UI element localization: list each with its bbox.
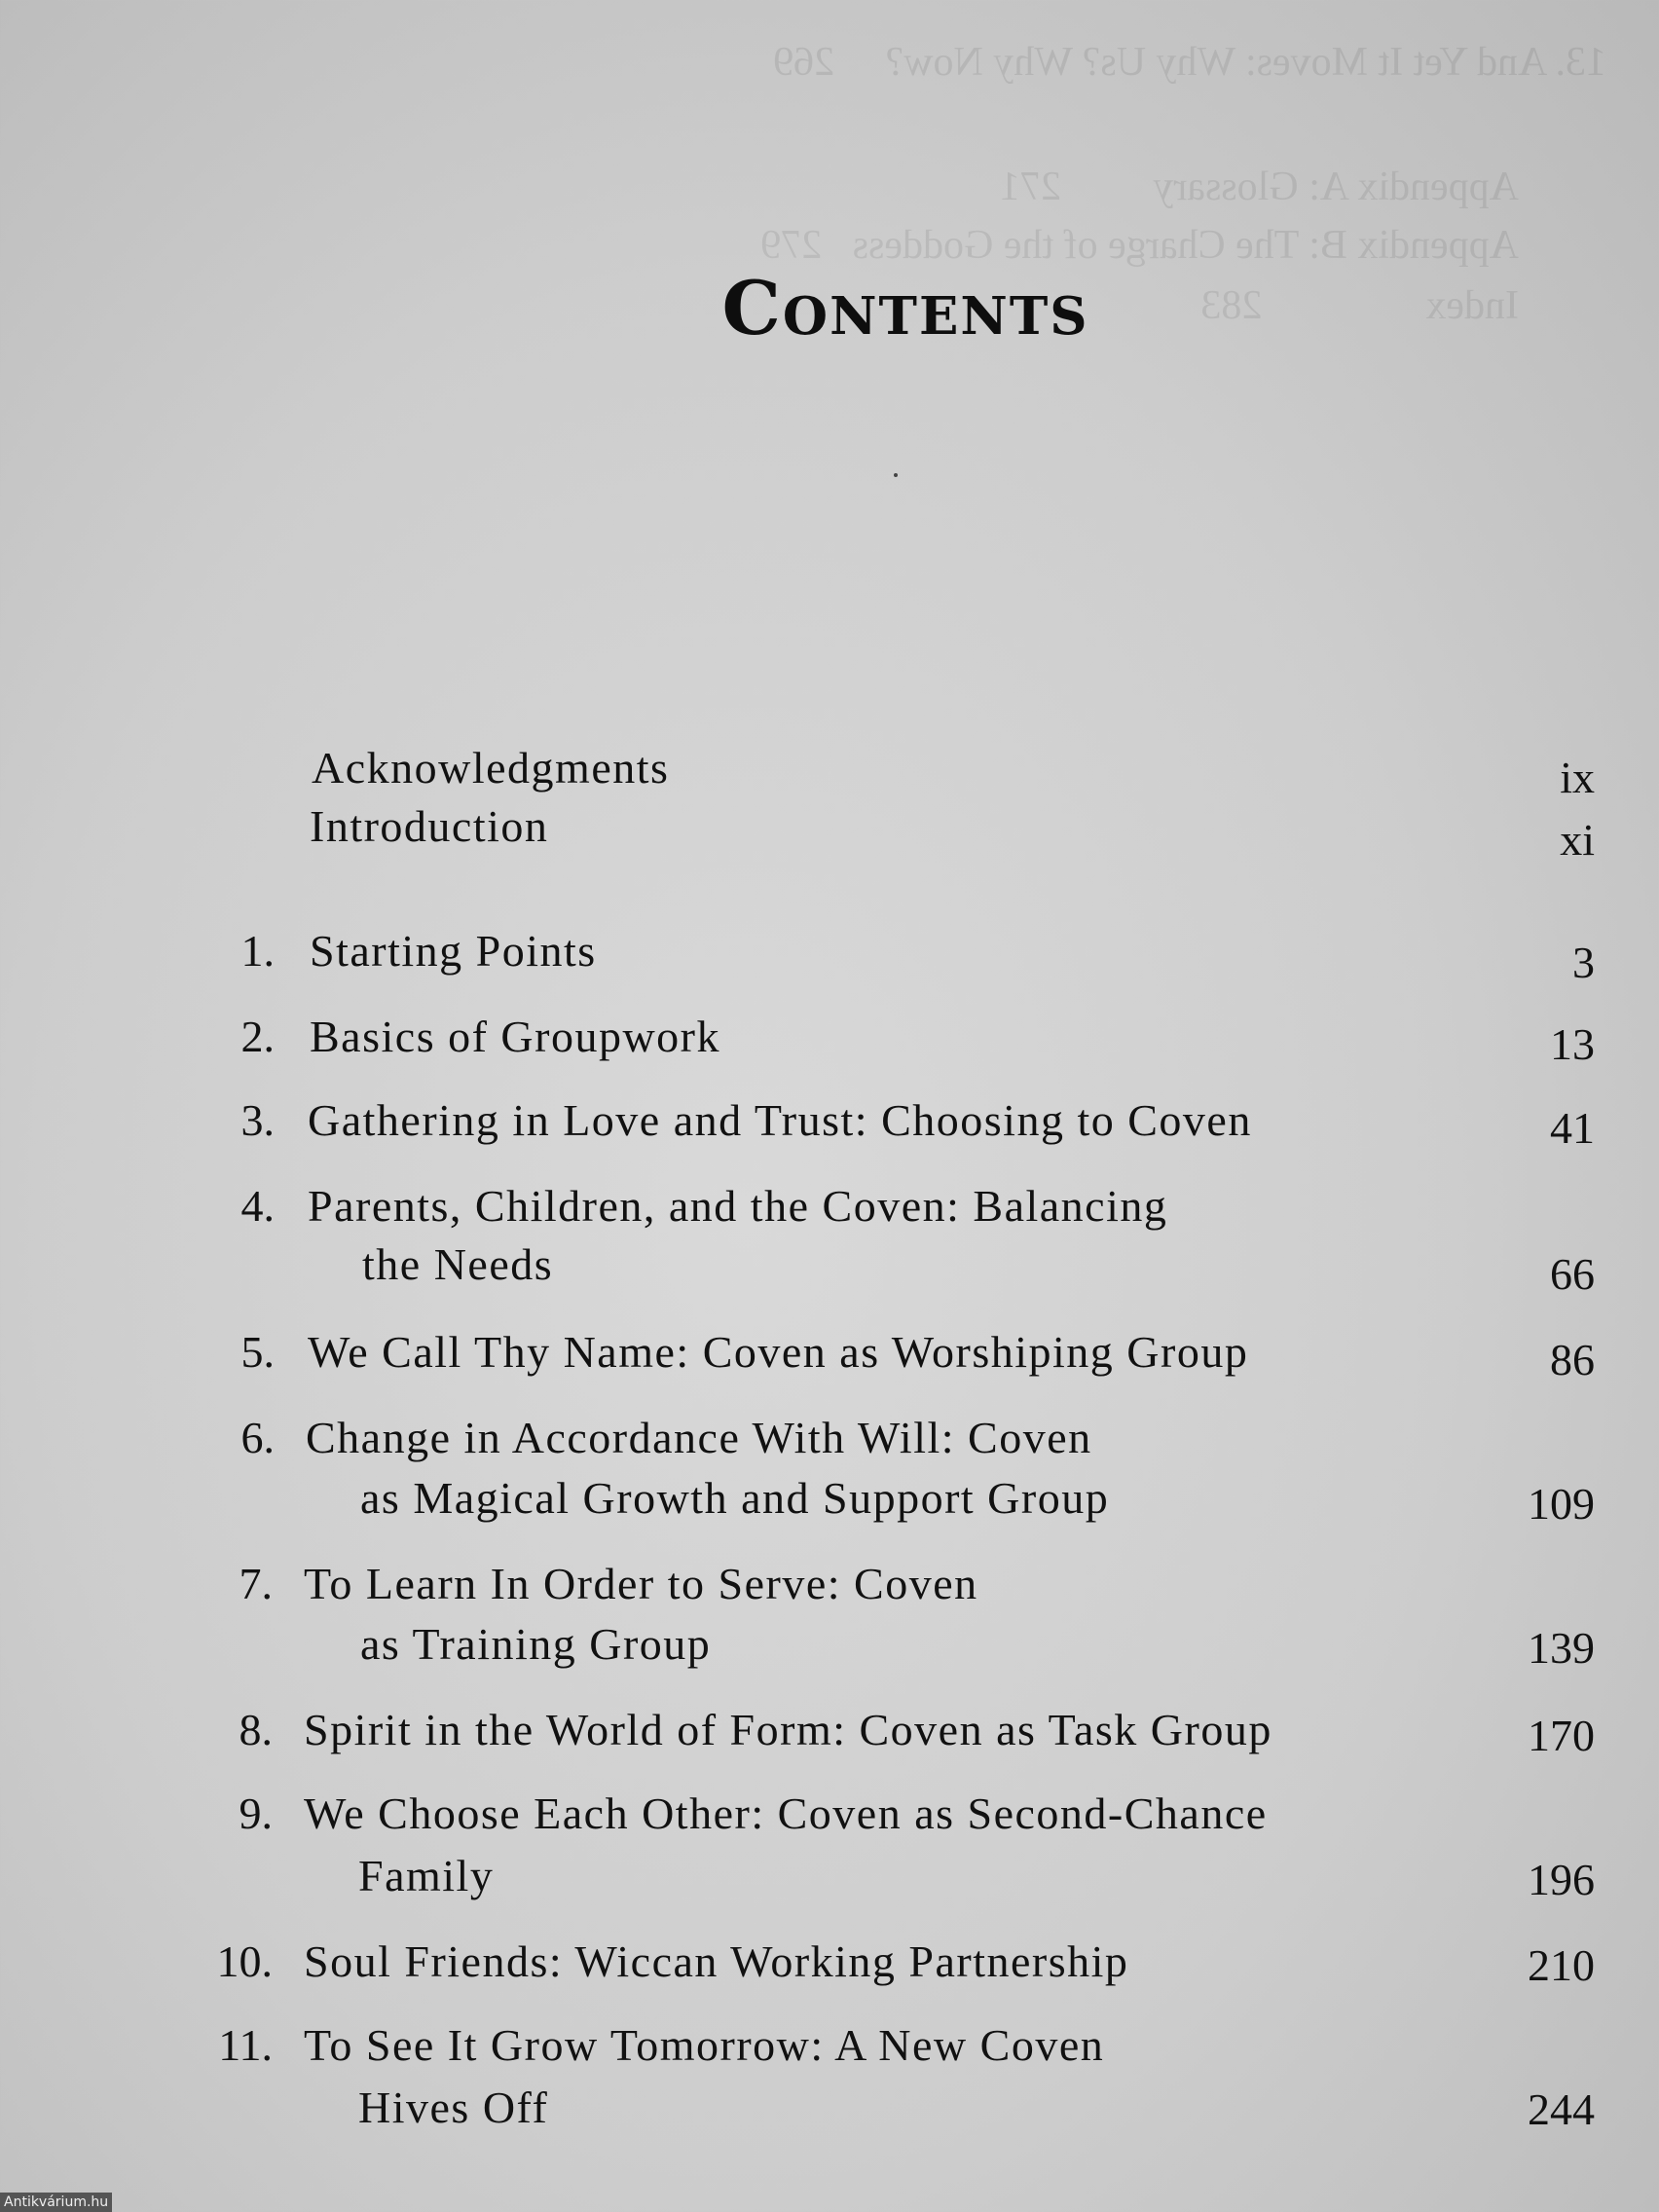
chapter-title-continued: as Magical Growth and Support Group [360,1473,1110,1523]
chapter-page: 13 [1550,1019,1595,1069]
chapter-page: 66 [1550,1249,1595,1299]
chapter-number: 9. [239,1788,273,1838]
chapter-title-continued: the Needs [362,1239,554,1289]
chapter-number: 2. [240,1012,275,1061]
chapter-page: 139 [1528,1623,1595,1673]
chapter-number: 4. [240,1181,275,1231]
chapter-number: 7. [239,1559,273,1608]
toc-entry-introduction: Introduction [310,801,549,851]
chapter-page: 170 [1528,1711,1595,1760]
chapter-number: 5. [240,1327,275,1377]
chapter-page: 210 [1528,1940,1595,1990]
chapter-number: 6. [240,1413,275,1462]
watermark: Antikvárium.hu [0,2193,112,2212]
chapter-title: To Learn In Order to Serve: Coven [304,1559,978,1608]
chapter-number: 1. [240,926,275,976]
toc-entry-acknowledgments: Acknowledgments [312,743,670,793]
chapter-page: 86 [1550,1335,1595,1384]
chapter-page: 3 [1572,938,1595,987]
page-title: Contents [721,265,1089,351]
chapter-page: 244 [1528,2084,1595,2134]
chapter-title: Starting Points [310,926,597,976]
chapter-page: 41 [1550,1103,1595,1153]
chapter-title: Change in Accordance With Will: Coven [306,1413,1092,1462]
toc-page-introduction: xi [1560,815,1595,865]
chapter-title: Spirit in the World of Form: Coven as Task Group [304,1705,1272,1754]
chapter-title-continued: Family [358,1851,495,1900]
chapter-number: 3. [240,1095,275,1145]
chapter-page: 196 [1528,1855,1595,1904]
chapter-title: Gathering in Love and Trust: Choosing to Coven [308,1095,1252,1145]
chapter-title: We Choose Each Other: Coven as Second-Chance [304,1788,1268,1838]
chapter-title-continued: Hives Off [358,2083,549,2132]
chapter-title: Basics of Groupwork [310,1012,720,1061]
chapter-title-continued: as Training Group [360,1619,712,1669]
chapter-title: Parents, Children, and the Coven: Balancing [308,1181,1168,1231]
chapter-number: 10. [216,1936,273,1986]
chapter-number: 11. [218,2020,273,2070]
chapter-title: Soul Friends: Wiccan Working Partnership [304,1936,1129,1986]
chapter-number: 8. [239,1705,273,1754]
chapter-page: 109 [1528,1479,1595,1529]
toc-page-acknowledgments: ix [1560,753,1595,802]
chapter-title: We Call Thy Name: Coven as Worshiping Group [308,1327,1249,1377]
chapter-title: To See It Grow Tomorrow: A New Coven [304,2020,1105,2070]
